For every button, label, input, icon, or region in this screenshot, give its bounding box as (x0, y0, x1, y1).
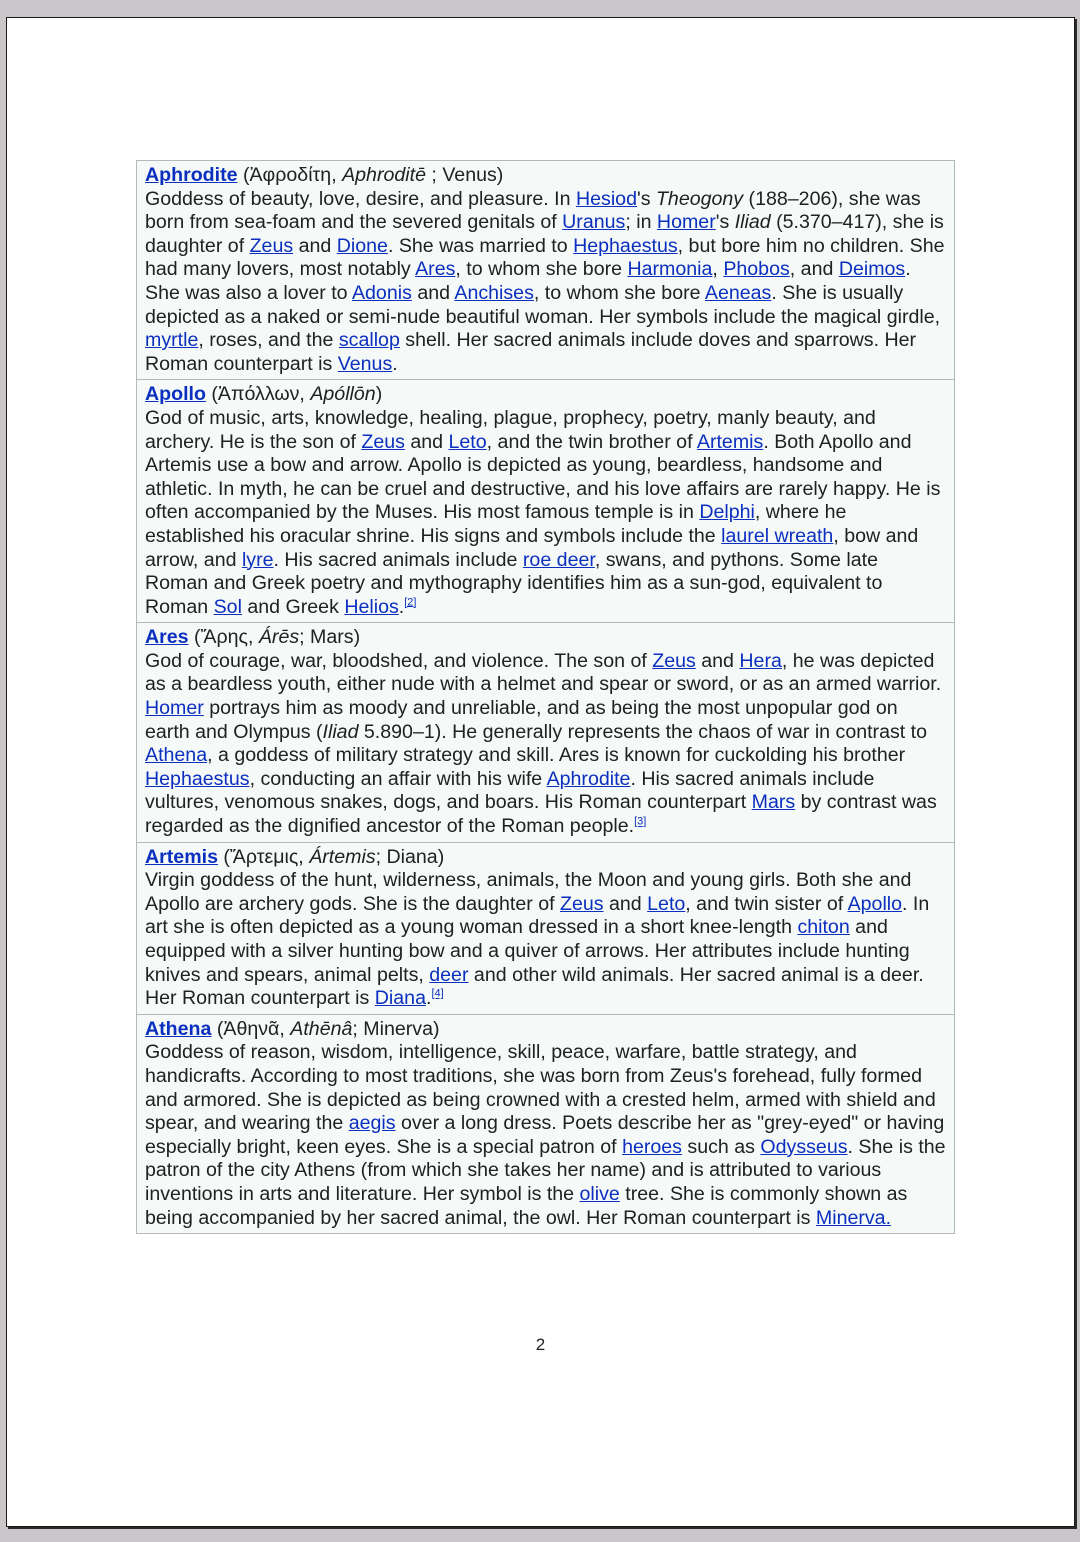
wiki-link[interactable]: Athena (145, 744, 208, 767)
wiki-link[interactable]: Zeus (249, 234, 294, 257)
body-text: portrays him as moody and unreliable, and as being the most unpopular god on earth and Olympus ( (145, 697, 898, 743)
italic-text: Iliad (734, 211, 771, 234)
body-text: (Ἀπόλλων, (205, 383, 311, 406)
body-text: over a long dress. Poets describe her as "grey-eyed" or having especially bright, keen eyes. She is a special patron of (145, 1112, 945, 1158)
body-text: , and (789, 258, 839, 281)
body-text: by contrast was regarded as the dignified ancestor of the Roman people. (145, 791, 937, 838)
italic-text: Aphroditē (342, 164, 426, 186)
wiki-link[interactable]: Adonis (351, 281, 412, 304)
body-text: . She is the patron of the city Athens (from which she takes her name) and is attributed to various inventions in arts and literature. Her symbol is the (145, 1135, 946, 1205)
body-text: shell. Her sacred animals include doves and sparrows. Her Roman counterpart is (145, 329, 917, 375)
footnote-ref (634, 816, 646, 828)
italic-text: Athēnâ (290, 1017, 353, 1040)
footnote-ref (404, 596, 416, 608)
body-text: Virgin goddess of the hunt, wilderness, animals, the Moon and young girls. Both she and Apollo are archery gods. She is the daughter of (145, 869, 912, 915)
wiki-link[interactable]: Odysseus (760, 1135, 848, 1158)
wiki-link[interactable]: Leto (448, 430, 487, 453)
body-text: , but bore him no children. She had many lovers, most notably (145, 234, 945, 281)
body-text: ; Venus) (425, 164, 504, 186)
body-text: . His sacred animals include vultures, venomous snakes, dogs, and boars. His Roman counterpart (145, 767, 875, 814)
italic-text: Ártemis (309, 845, 376, 868)
body-text: 's (715, 211, 735, 234)
body-text: , he was depicted as a beardless youth, either nude with a helmet and spear or sword, or as an armed warrior. (145, 649, 942, 696)
wiki-link[interactable]: heroes (622, 1135, 682, 1158)
deity-name-link[interactable]: Artemis (145, 845, 218, 868)
body-text: . His sacred animals include (273, 548, 523, 571)
body-text: , roses, and the (198, 329, 339, 352)
deity-name-link[interactable]: Athena (145, 1017, 212, 1040)
italic-text: Árēs (258, 626, 300, 649)
wiki-link[interactable]: myrtle (145, 329, 199, 352)
body-text: . (392, 352, 398, 375)
page-number: 2 (535, 1335, 546, 1354)
body-text: , conducting an affair with his wife (249, 767, 547, 790)
body-text: , bow and arrow, and (145, 524, 919, 571)
body-text: ) (375, 383, 383, 406)
body-text: and (404, 430, 449, 453)
body-text: , a goddess of military strategy and skill. Ares is known for cuckolding his brother (207, 744, 906, 767)
body-text: and (695, 649, 740, 672)
wiki-link[interactable]: scallop (338, 329, 400, 352)
body-text: (188–206), she was born from sea-foam and the severed genitals of (145, 187, 921, 234)
wiki-link[interactable]: Delphi (699, 501, 755, 524)
body-text: (Ἀθηνᾶ, (211, 1017, 291, 1040)
deity-name-link[interactable]: Ares (145, 626, 189, 649)
wiki-link[interactable]: Diana (374, 987, 426, 1010)
wiki-link[interactable]: Homer (145, 697, 204, 720)
body-text: 5.890–1). He generally represents the chaos of war in contrast to (358, 720, 928, 743)
wiki-link[interactable]: Hephaestus (573, 234, 678, 257)
body-text: . In art she is often depicted as a young woman dressed in a short knee-length (145, 892, 930, 939)
body-text: , swans, and pythons. Some late Roman and Greek poetry and mythography identifies him as a sun-god, equivalent to Roman (145, 548, 883, 618)
wiki-link[interactable]: Harmonia (627, 258, 713, 281)
footnote-ref (431, 988, 443, 1000)
wiki-link[interactable]: Artemis (696, 430, 764, 453)
body-text: (Ἄρτεμις, (217, 845, 310, 868)
body-text: . She was married to (387, 234, 574, 257)
body-text: 's (636, 187, 656, 210)
wiki-link[interactable]: Aphrodite (546, 767, 631, 790)
body-text: (Ἀφροδίτη, (237, 164, 343, 186)
wiki-link[interactable]: Hephaestus (145, 767, 250, 790)
wiki-link[interactable]: laurel wreath (721, 524, 834, 547)
body-text: Goddess of reason, wisdom, intelligence, skill, peace, warfare, battle strategy, and handicrafts. According to most traditions, she was born from Zeus's forehead, fully formed and armored. She is depicted as being crowned with a crested helm, armed with shield and spear, and wearing the (145, 1041, 936, 1135)
body-text: , where he established his oracular shrine. His signs and symbols include the (145, 501, 847, 547)
body-text: . (398, 595, 405, 618)
italic-text: Apóllōn (310, 383, 376, 406)
footnote-link[interactable]: [2] (404, 596, 417, 609)
body-text: (Ἄρης, (188, 626, 259, 649)
wiki-link[interactable]: Mars (751, 791, 796, 814)
body-text: . Both Apollo and Artemis use a bow and arrow. Apollo is depicted as young, beardless, handsome and athletic. In myth, he can be cruel and destructive, and his love affairs are rarely happy. He is often accompanied by the Muses. His most famous temple is in (145, 430, 941, 524)
body-text: such as (681, 1135, 761, 1158)
body-text: and (603, 892, 648, 915)
wiki-link[interactable]: Apollo (847, 892, 903, 915)
body-text: , to whom she bore (533, 281, 705, 304)
body-text: ; Mars) (299, 626, 361, 649)
body-text: , (712, 258, 724, 281)
wiki-link[interactable]: Dione (336, 234, 388, 257)
body-text: God of courage, war, bloodshed, and violence. The son of (145, 649, 653, 672)
body-text: , and twin sister of (685, 892, 848, 915)
wiki-link[interactable]: roe deer (522, 548, 595, 571)
body-text: ; in (625, 211, 657, 234)
body-text: and Greek (241, 595, 345, 618)
body-text: ; Minerva) (352, 1017, 440, 1040)
wiki-link[interactable]: Anchises (454, 281, 534, 304)
body-text: . She was also a lover to (145, 258, 911, 304)
footnote-link[interactable]: [3] (634, 815, 647, 828)
footnote-link[interactable]: [4] (431, 987, 444, 1000)
wiki-link[interactable]: lyre (241, 548, 274, 571)
body-text: and other wild animals. Her sacred animal is a deer. Her Roman counterpart is (145, 963, 924, 1010)
italic-text: Theogony (655, 187, 744, 210)
entry-apollo (137, 379, 954, 622)
body-text: Goddess of beauty, love, desire, and pleasure. In (145, 187, 576, 210)
body-text: and (293, 234, 337, 257)
deity-name-link[interactable]: Aphrodite (145, 164, 238, 186)
body-text: . She is usually depicted as a naked or semi-nude beautiful woman. Her symbols include the magical girdle, (145, 281, 941, 328)
entry-aphrodite (137, 161, 954, 379)
wiki-link[interactable]: Sol (213, 595, 242, 618)
body-text: , and the twin brother of (486, 430, 697, 453)
wiki-link[interactable]: Ares (415, 258, 456, 281)
wiki-link[interactable]: Hera (739, 649, 782, 672)
body-text: , to whom she bore (455, 258, 628, 281)
body-text: and equipped with a silver hunting bow and a quiver of arrows. Her attributes include hunting knives and spears, animal pelts, (145, 916, 910, 986)
body-text: (5.370–417), she is daughter of (145, 211, 944, 257)
wiki-link[interactable]: Deimos (838, 258, 906, 281)
deity-name-link[interactable]: Apollo (145, 383, 206, 406)
wiki-link[interactable]: Helios (344, 595, 399, 618)
wiki-link[interactable]: Leto (647, 892, 686, 915)
italic-text: Iliad (322, 720, 359, 743)
wiki-link[interactable]: Zeus (361, 430, 405, 453)
wiki-link[interactable]: Uranus (562, 211, 626, 234)
body-text: . (425, 987, 432, 1010)
entry-artemis (137, 842, 954, 1014)
wiki-link[interactable]: Hesiod (575, 187, 637, 210)
body-text: ; Diana) (375, 845, 445, 868)
body-text: tree. She is commonly shown as being accompanied by her sacred animal, the owl. Her Roman counterpart is (145, 1182, 908, 1229)
entry-ares (137, 622, 954, 841)
body-text: God of music, arts, knowledge, healing, plague, prophecy, poetry, manly beauty, and archery. He is the son of (145, 406, 876, 453)
wiki-link[interactable]: chiton (797, 916, 850, 939)
wiki-link[interactable]: Zeus (652, 649, 696, 672)
deities-table (136, 160, 955, 1234)
document-page (6, 17, 1075, 1527)
wiki-link[interactable]: Phobos (723, 258, 790, 281)
wiki-link[interactable]: Minerva. (815, 1206, 892, 1229)
wiki-link[interactable]: Zeus (560, 892, 604, 915)
wiki-link[interactable]: Homer (656, 211, 716, 234)
wiki-link[interactable]: Venus (337, 352, 393, 375)
entry-athena (137, 1014, 954, 1233)
wiki-link[interactable]: deer (429, 963, 469, 986)
wiki-link[interactable]: aegis (348, 1112, 396, 1135)
wiki-link[interactable]: olive (579, 1182, 620, 1205)
body-text: and (411, 281, 455, 304)
wiki-link[interactable]: Aeneas (704, 281, 772, 304)
